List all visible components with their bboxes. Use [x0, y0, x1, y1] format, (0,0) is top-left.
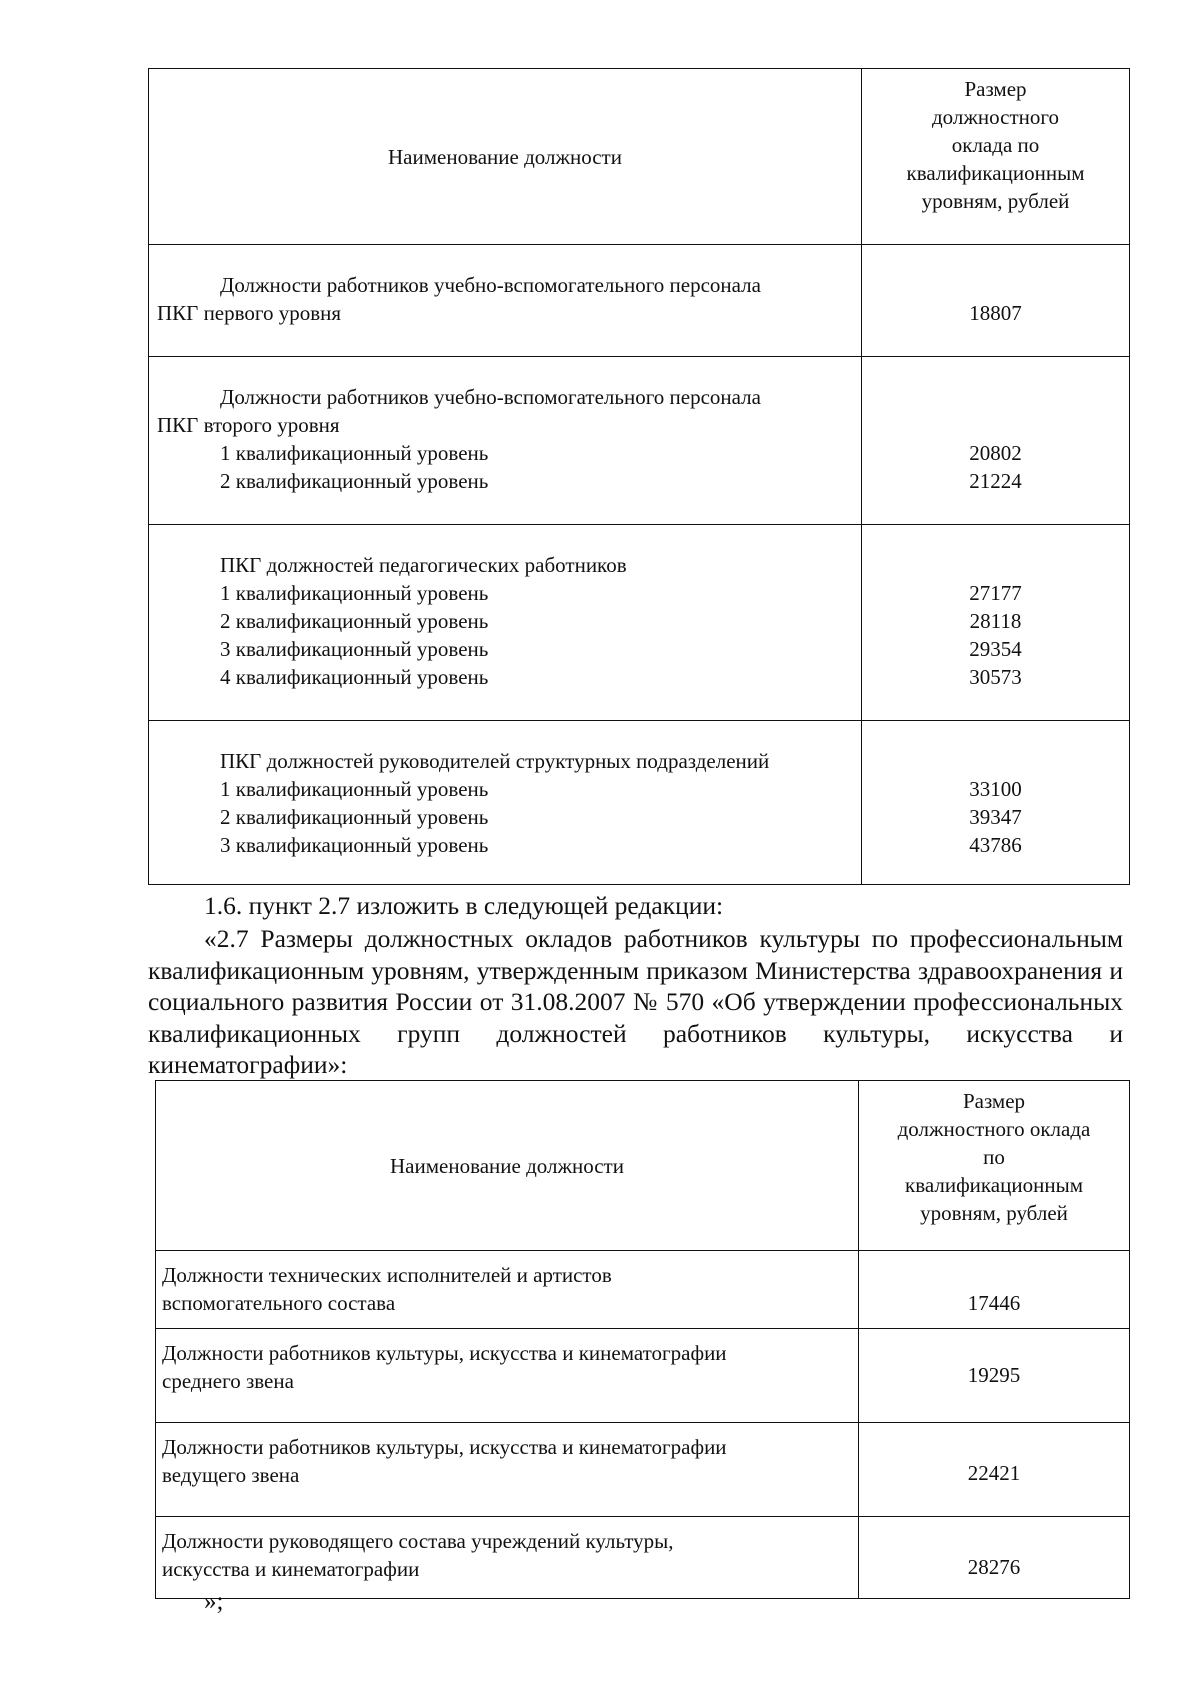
salary-value: 20802: [969, 441, 1022, 465]
header-line: уровням, рублей: [920, 1201, 1068, 1225]
salary-value: 28276: [859, 1517, 1130, 1599]
salary-table-1: [148, 68, 1130, 885]
position-line: вспомогательного состава: [162, 1291, 396, 1315]
header-line: уровням, рублей: [921, 189, 1070, 213]
salary-value: 39347: [969, 805, 1022, 829]
position-line: 2 квалификационный уровень: [220, 469, 489, 493]
position-line: 1 квалификационный уровень: [220, 441, 489, 465]
salary-value-cell: [862, 245, 1130, 357]
header-line: квалификационным: [905, 1173, 1083, 1197]
salary-value-cell: [862, 525, 1130, 721]
position-line: 1 квалификационный уровень: [220, 777, 489, 801]
salary-table-2: [155, 1080, 1130, 1599]
header-line: квалификационным: [906, 161, 1085, 185]
position-line: ПКГ первого уровня: [157, 301, 342, 325]
salary-value: [862, 383, 1129, 411]
salary-value: 17446: [859, 1251, 1130, 1329]
salary-value: 22421: [859, 1423, 1130, 1517]
salary-value-cell: [862, 721, 1130, 885]
header-line: должностного: [932, 105, 1059, 129]
salary-value: [862, 411, 1129, 439]
salary-value-cell: [862, 357, 1130, 525]
header-line: должностного оклада: [897, 1117, 1091, 1141]
salary-value: 28118: [969, 609, 1022, 633]
paragraph-2-7: «2.7 Размеры должностных окладов работников культуры по профессиональным квалификационным уровням, утвержденным приказом Министерства здравоохранения и социального развития России от 31.08.2007 № 570 «Об утверждении профессиональных квалификационных групп должностей работников культуры, искусства и кинематографии»:: [148, 924, 1123, 1079]
salary-value: [862, 551, 1129, 579]
position-line: среднего звена: [162, 1369, 294, 1393]
position-line: Должности работников учебно-вспомогательного персонала: [220, 273, 761, 297]
position-name-cell: [149, 721, 862, 885]
position-name-cell: [149, 525, 862, 721]
closing-quote: »;: [204, 1588, 224, 1615]
position-name-cell: [156, 1329, 859, 1423]
position-line: Должности технических исполнителей и артистов: [162, 1263, 612, 1287]
position-line: 4 квалификационный уровень: [220, 665, 489, 689]
position-line: Должности руководящего состава учреждений культуры,: [162, 1529, 674, 1553]
position-line: искусства и кинематографии: [162, 1557, 420, 1581]
table-header-row: [156, 1081, 1130, 1251]
position-line: ПКГ должностей руководителей структурных подразделений: [220, 749, 770, 773]
position-line: ведущего звена: [162, 1463, 300, 1487]
position-line: Должности работников культуры, искусства и кинематографии: [162, 1341, 727, 1365]
position-line: 3 квалификационный уровень: [220, 637, 489, 661]
header-line: по: [983, 1145, 1005, 1169]
table-row: [156, 1251, 1130, 1329]
header-line: оклада по: [951, 133, 1040, 157]
position-line: Должности работников учебно-вспомогательного персонала: [220, 385, 761, 409]
position-name-cell: [156, 1251, 859, 1329]
salary-value: 29354: [969, 637, 1022, 661]
salary-value: 19295: [859, 1329, 1130, 1423]
salary-value: 21224: [969, 469, 1022, 493]
header-line: Размер: [962, 1089, 1026, 1113]
table-row: [149, 721, 1130, 885]
position-name-cell: [156, 1423, 859, 1517]
table-row: [156, 1423, 1130, 1517]
salary-value: [862, 747, 1129, 775]
position-line: 2 квалификационный уровень: [220, 805, 489, 829]
header-line: Размер: [964, 77, 1027, 101]
salary-value: 33100: [969, 777, 1022, 801]
table-row: [149, 245, 1130, 357]
table-row: [156, 1517, 1130, 1599]
paragraph-1-6: 1.6. пункт 2.7 изложить в следующей редакции:: [204, 891, 724, 920]
table-header-row: [149, 69, 1130, 245]
column-header-name: Наименование должности: [156, 1081, 859, 1251]
salary-value: 30573: [969, 665, 1022, 689]
table-row: [149, 525, 1130, 721]
position-name-cell: [149, 357, 862, 525]
column-header-size: [859, 1081, 1130, 1251]
position-line: 1 квалификационный уровень: [220, 581, 489, 605]
position-line: ПКГ должностей педагогических работников: [220, 553, 627, 577]
table-row: [149, 357, 1130, 525]
salary-value: 27177: [969, 581, 1022, 605]
position-name-cell: [149, 245, 862, 357]
salary-value: [862, 271, 1129, 299]
column-header-size: [862, 69, 1130, 245]
salary-value: 43786: [969, 833, 1022, 857]
position-name-cell: [156, 1517, 859, 1599]
salary-value: 18807: [969, 301, 1022, 325]
position-line: Должности работников культуры, искусства и кинематографии: [162, 1435, 727, 1459]
position-line: 2 квалификационный уровень: [220, 609, 489, 633]
table-row: [156, 1329, 1130, 1423]
position-line: 3 квалификационный уровень: [220, 833, 489, 857]
column-header-name: Наименование должности: [149, 69, 862, 245]
position-line: ПКГ второго уровня: [157, 413, 340, 437]
